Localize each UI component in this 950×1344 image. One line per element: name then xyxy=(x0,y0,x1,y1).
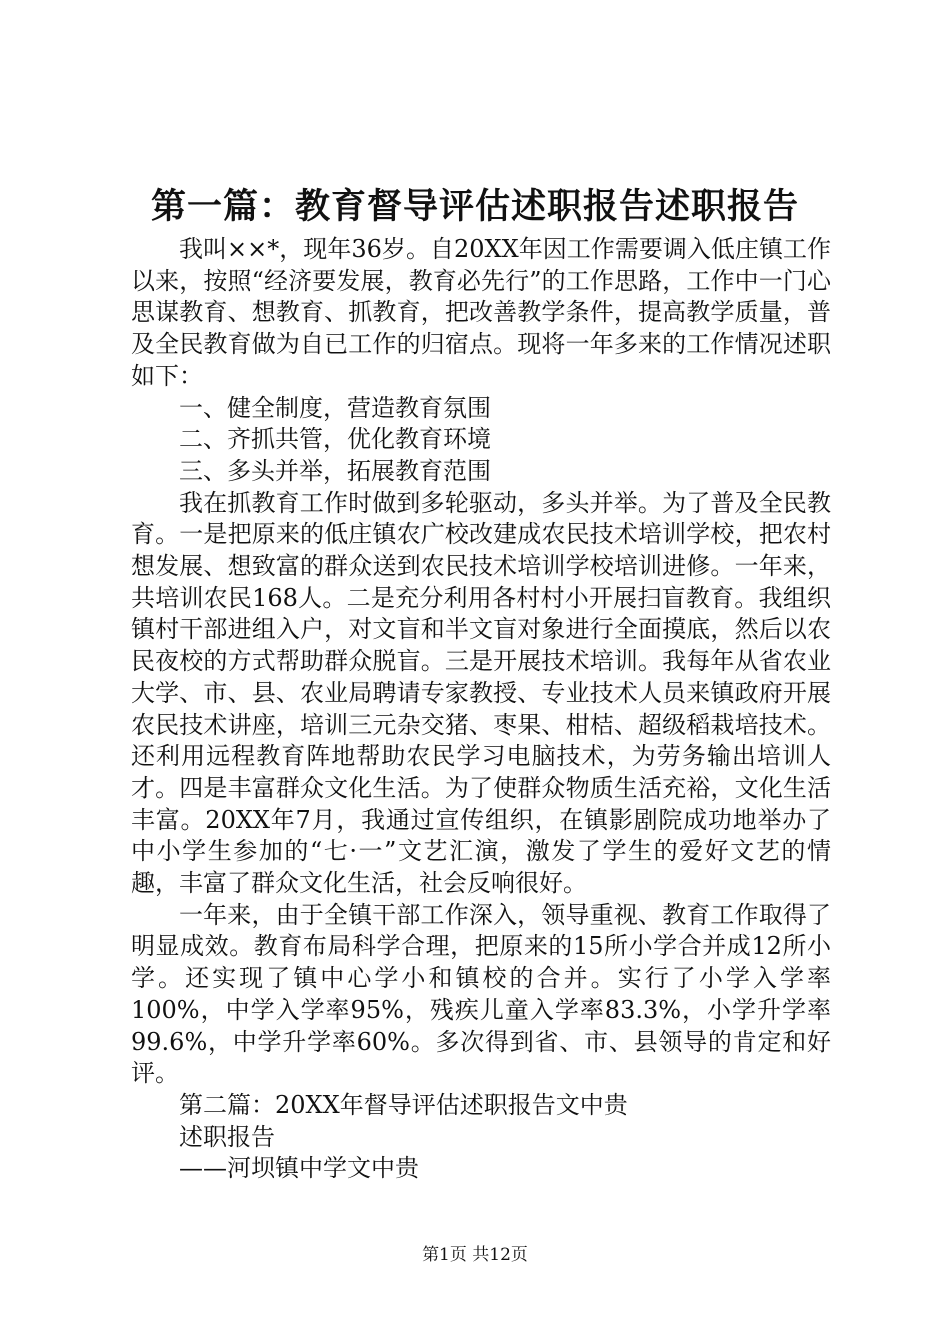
paragraph-intro: 我叫××*，现年36岁。自20XX年因工作需要调入低庄镇工作以来，按照“经济要发展，教育必先行”的工作思路，工作中一门心思谋教育、想教育、抓教育，把改善教学条件，提高教学质量，普及全民教育做为自已工作的归宿点。现将一年多来的工作情况述职如下： xyxy=(131,235,831,390)
page-footer: 第1页 共12页 xyxy=(422,1245,528,1265)
paragraph-education: 我在抓教育工作时做到多轮驱动，多头并举。为了普及全民教育。一是把原来的低庄镇农广校改建成农民技术培训学校，把农村想发展、想致富的群众送到农民技术培训学校培训进修。一年来，共培训农民168人。二是充分利用各村村小开展扫盲教育。我组织镇村干部进组入户，对文盲和半文盲对象进行全面摸底，然后以农民夜校的方式帮助群众脱盲。三是开展技术培训。我每年从省农业大学、市、县、农业局聘请专家教授、专业技术人员来镇政府开展农民技术讲座，培训三元杂交猪、枣果、柑桔、超级稻栽培技术。还利用远程教育阵地帮助农民学习电脑技术，为劳务输出培训人才。四是丰富群众文化生活。为了使群众物质生活充裕，文化生活丰富。20XX年7月，我通过宣传组织，在镇影剧院成功地举办了中小学生参加的“七·一”文艺汇演，激发了学生的爱好文艺的情趣，丰富了群众文化生活，社会反响很好。 xyxy=(131,488,831,898)
list-item: 二、齐抓共管，优化教育环境 xyxy=(179,425,491,454)
paragraph-results: 一年来，由于全镇干部工作深入，领导重视、教育工作取得了明显成效。教育布局科学合理，把原来的15所小学合并成12所小学。还实现了镇中心学小和镇校的合并。实行了小学入学率100%，中学入学率95%，残疾儿童入学率83.3%，小学升学率99.6%，中学升学率60%。多次得到省、市、县领导的肯定和好评。 xyxy=(131,900,831,1088)
document-title: 第一篇：教育督导评估述职报告述职报告 xyxy=(150,186,799,227)
list-item: 一、健全制度，营造教育氛围 xyxy=(179,393,491,422)
list-item: 三、多头并举，拓展教育范围 xyxy=(179,456,491,485)
second-section-title: 第二篇：20XX年督导评估述职报告文中贵 xyxy=(179,1090,628,1119)
document-body xyxy=(131,234,831,1185)
author-line: ——河坝镇中学文中贵 xyxy=(179,1154,419,1183)
report-label: 述职报告 xyxy=(179,1122,275,1151)
